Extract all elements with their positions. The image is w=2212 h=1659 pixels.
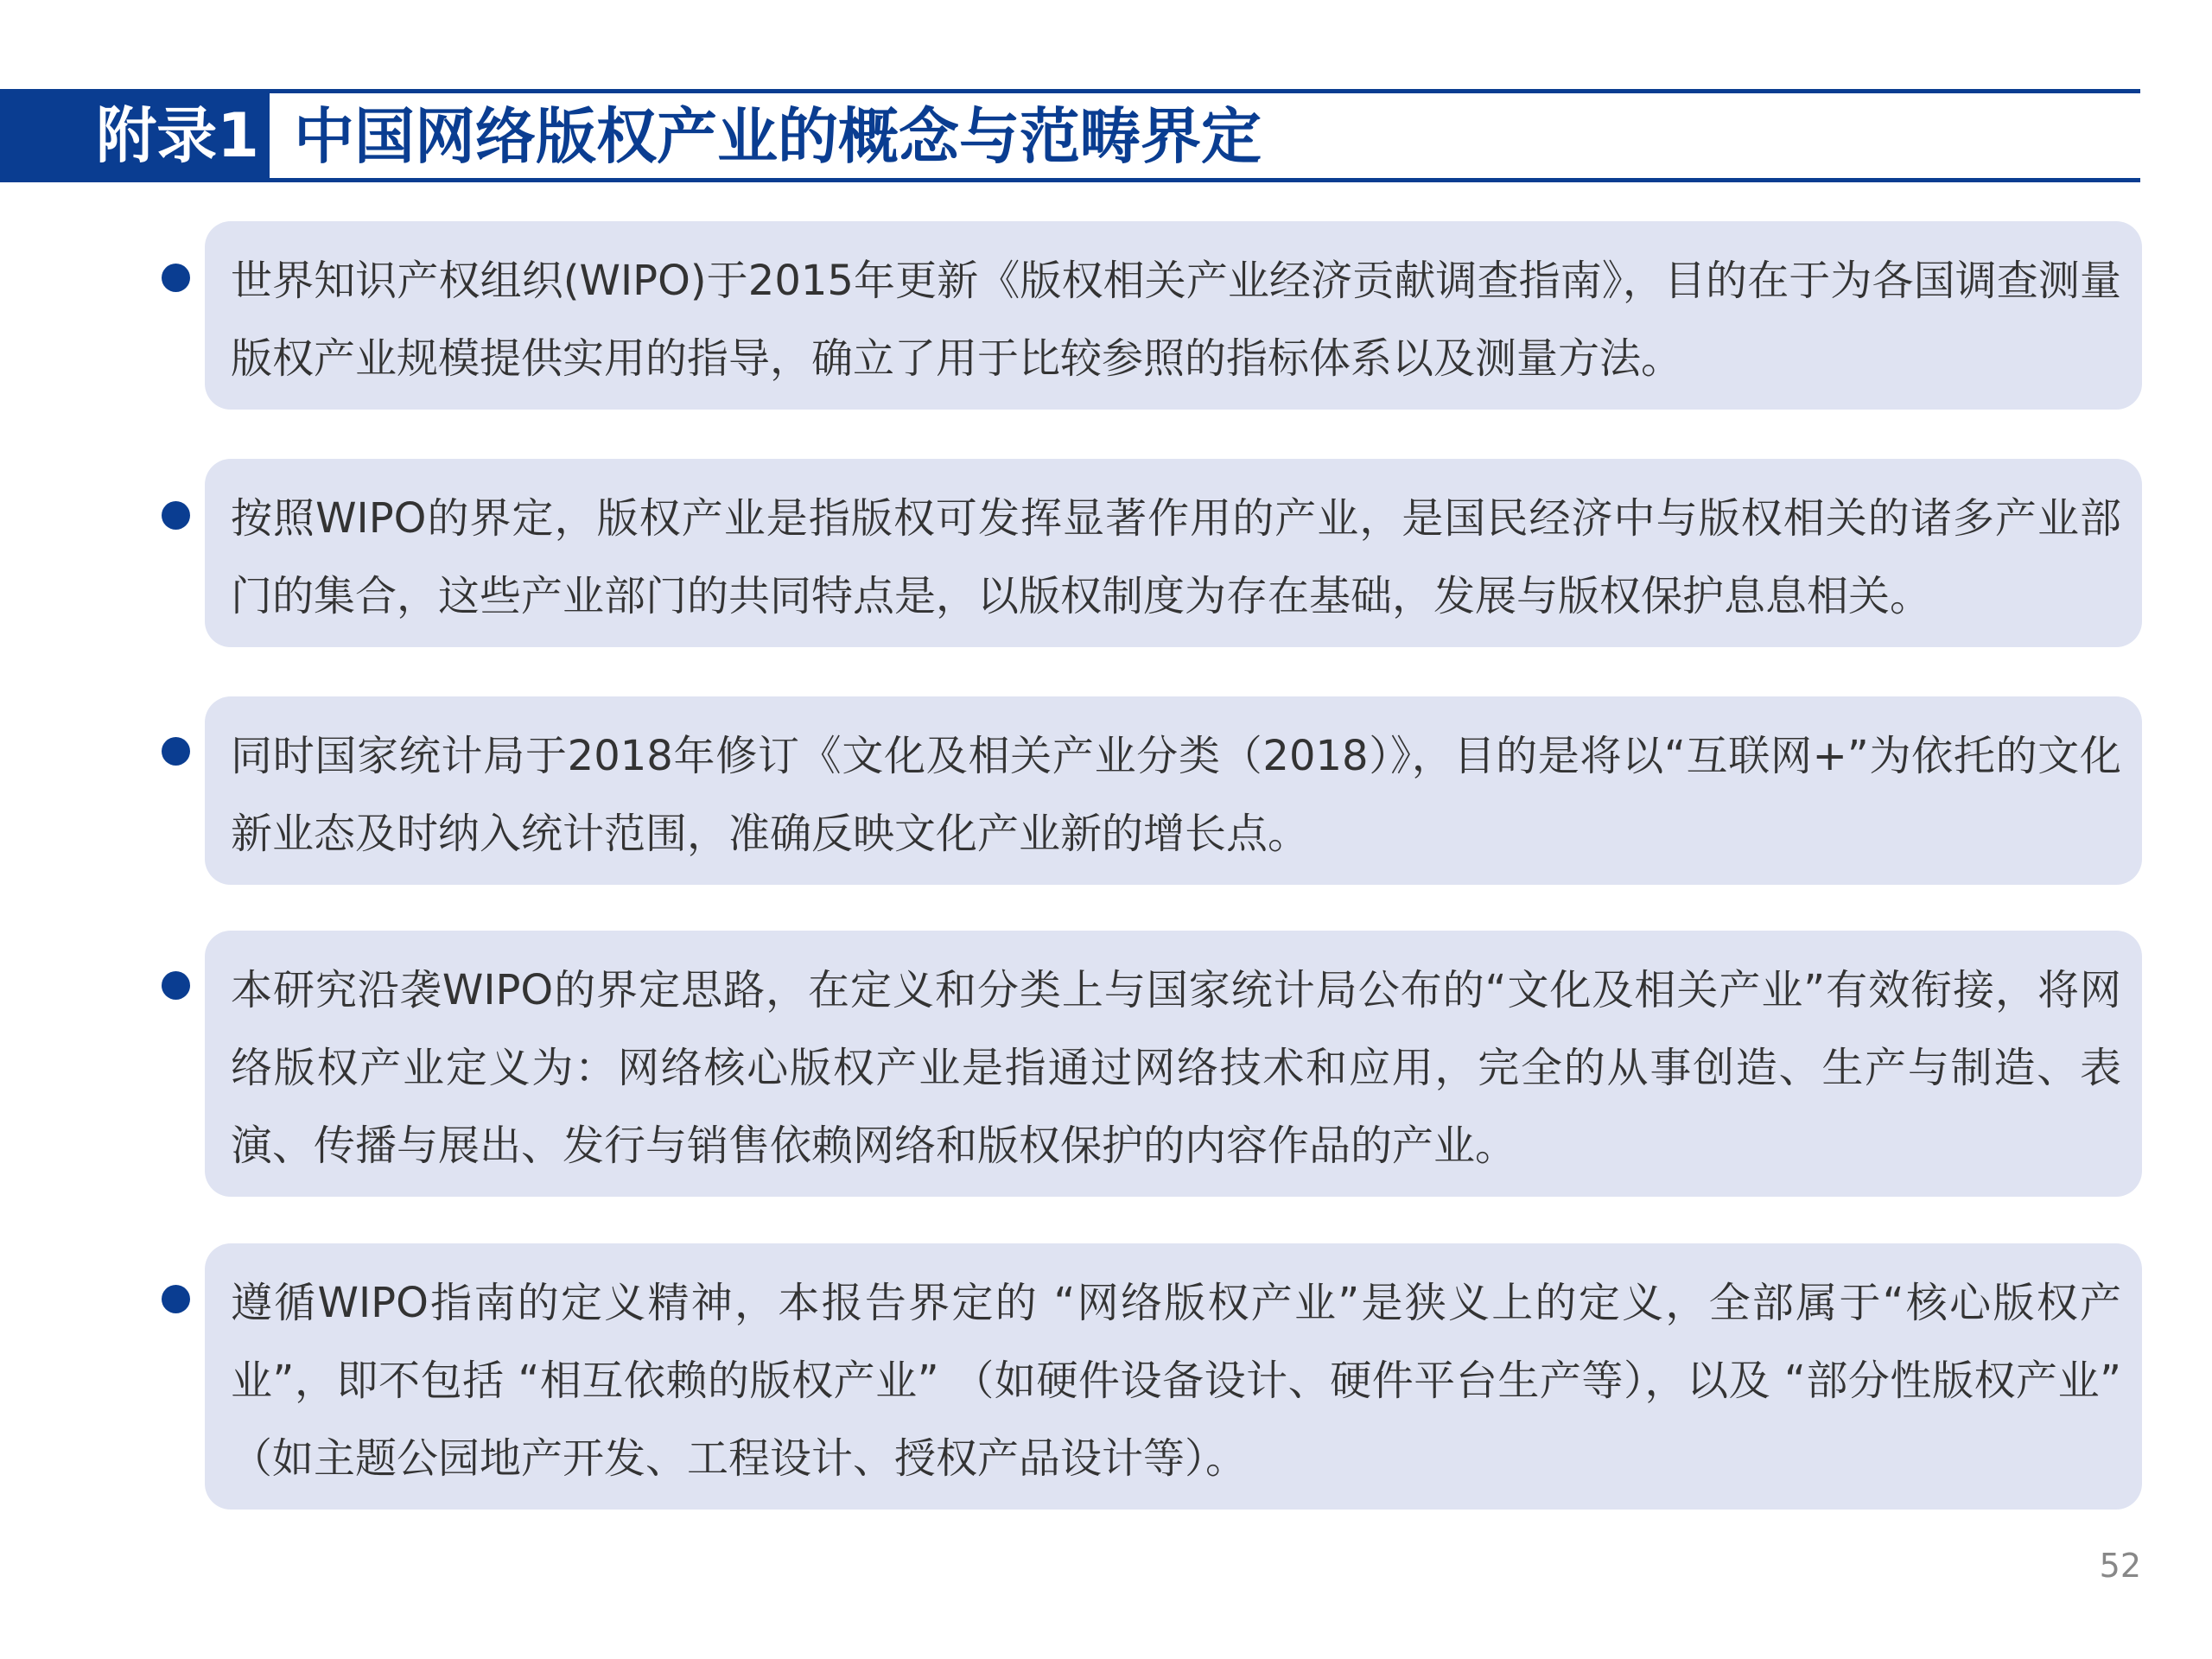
header-top-rule bbox=[270, 89, 2140, 93]
text-panel bbox=[205, 1243, 2142, 1510]
bullet-dot-icon bbox=[162, 971, 190, 1000]
bullet-dot-icon bbox=[162, 501, 190, 530]
text-panel bbox=[205, 931, 2142, 1197]
text-panel bbox=[205, 696, 2142, 885]
paragraph-text: 按照WIPO的界定，版权产业是指版权可发挥显著作用的产业，是国民经济中与版权相关的诸多产业部门的集合，这些产业部门的共同特点是，以版权制度为存在基础，发展与版权保护息息相关。 bbox=[231, 494, 2121, 620]
bullet-dot-icon bbox=[162, 737, 190, 766]
paragraph-text: 世界知识产权组织(WIPO)于2015年更新《版权相关产业经济贡献调查指南》，目的在于为各国调查测量版权产业规模提供实用的指导，确立了用于比较参照的指标体系以及测量方法。 bbox=[231, 257, 2121, 383]
appendix-label-block bbox=[0, 89, 270, 182]
bullet-dot-icon bbox=[162, 1285, 190, 1313]
text-panel bbox=[205, 221, 2142, 410]
paragraph-text: 遵循WIPO指南的定义精神，本报告界定的 “网络版权产业”是狭义上的定义，全部属于“核心版权产业”，即不包括 “相互依赖的版权产业” （如硬件设备设计、硬件平台生产等），以及 “部分性版权产业” （如主题公园地产开发、工程设计、授权产品设计等）。 bbox=[231, 1279, 2121, 1483]
paragraph-text: 同时国家统计局于2018年修订《文化及相关产业分类（2018）》，目的是将以“互联网+”为依托的文化新业态及时纳入统计范围，准确反映文化产业新的增长点。 bbox=[231, 732, 2121, 858]
text-panel bbox=[205, 459, 2142, 647]
header-bottom-rule bbox=[270, 178, 2140, 182]
page-title: 中国网络版权产业的概念与范畴界定 bbox=[294, 101, 1262, 172]
appendix-label: 附录1 bbox=[96, 100, 259, 171]
bullet-dot-icon bbox=[162, 264, 190, 292]
paragraph-text: 本研究沿袭WIPO的界定思路，在定义和分类上与国家统计局公布的“文化及相关产业”有效衔接，将网络版权产业定义为：网络核心版权产业是指通过网络技术和应用，完全的从事创造、生产与制造、表演、传播与展出、发行与销售依赖网络和版权保护的内容作品的产业。 bbox=[231, 966, 2121, 1170]
page-number: 52 bbox=[2099, 1547, 2141, 1585]
